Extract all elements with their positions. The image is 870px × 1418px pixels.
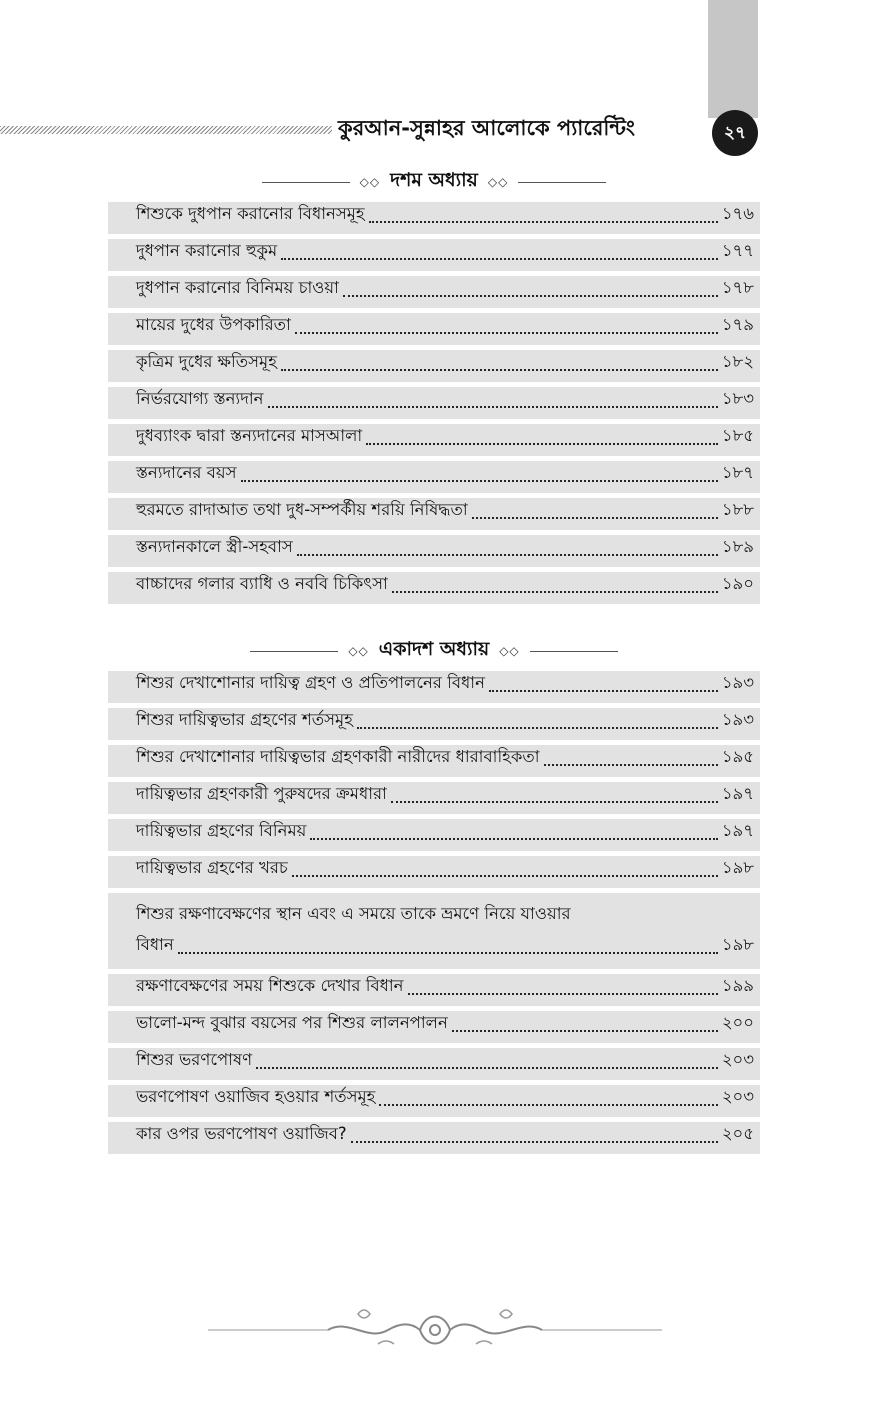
toc-entry-title: মায়ের দুধের উপকারিতা [136, 315, 291, 334]
chapter-title: দশম অধ্যায় [390, 169, 478, 191]
toc-entry-title: দায়িত্বভার গ্রহণকারী পুরুষদের ক্রমধারা [136, 784, 387, 803]
toc-entry-page: ১৮৩ [721, 389, 754, 408]
toc-entry-page: ১৯৮ [721, 935, 754, 954]
toc-entry[interactable] [108, 893, 760, 969]
toc-entry-title: শিশুর দায়িত্বভার গ্রহণের শর্তসমূহ [136, 710, 353, 729]
toc-entry[interactable] [108, 856, 760, 888]
toc-entry-title-cont: বিধান [136, 935, 174, 954]
toc-entry-title: স্তন্যদানের বয়স [136, 463, 237, 482]
toc-entry-page: ২০০ [721, 1013, 754, 1032]
page-edge-tab [708, 0, 758, 118]
toc-entry[interactable] [108, 1048, 760, 1080]
toc-entry[interactable] [108, 1122, 760, 1154]
toc-entry-line2 [136, 931, 754, 965]
toc-entry-title: শিশুর রক্ষণাবেক্ষণের স্থান এবং এ সময়ে তাকে ভ্রমণে নিয়ে যাওয়ার [136, 904, 571, 923]
leader-dots [489, 690, 718, 692]
toc-entry-page: ১৮৯ [721, 537, 754, 556]
leader-dots [452, 1030, 718, 1032]
toc-entry-page: ২০৩ [721, 1050, 754, 1069]
leader-dots [281, 369, 718, 371]
chapter-title: একাদশ অধ্যায় [378, 638, 490, 660]
toc-entry-page: ১৯৫ [721, 747, 754, 766]
toc-entry-title: দুধব্যাংক দ্বারা স্তন্যদানের মাসআলা [136, 426, 363, 445]
toc-entry[interactable] [108, 350, 760, 382]
toc-entry-page: ১৮২ [721, 352, 754, 371]
leader-dots [292, 875, 718, 877]
toc-entry[interactable] [108, 1085, 760, 1117]
page-number-badge: ২৭ [712, 110, 758, 156]
toc-entry-page: ১৮৭ [721, 463, 754, 482]
toc-entry[interactable] [108, 202, 760, 234]
toc-entry[interactable] [108, 498, 760, 530]
heading-rule-left [262, 182, 350, 183]
toc-entry-title: শিশুর দেখাশোনার দায়িত্ব গ্রহণ ও প্রতিপালনের বিধান [136, 673, 485, 692]
toc-entry-page: ১৯৩ [721, 710, 754, 729]
chapter-heading [108, 635, 760, 667]
toc-entry-title: শিশুকে দুধপান করানোর বিধানসমূহ [136, 204, 365, 223]
toc-entry-title: দুধপান করানোর হুকুম [136, 241, 278, 260]
leader-dots [544, 764, 718, 766]
floral-footer-ornament-icon [208, 1304, 662, 1354]
toc-entry-page: ১৯৭ [721, 784, 754, 803]
leader-dots [472, 517, 718, 519]
toc-entry-title: হুরমতে রাদাআত তথা দুধ-সম্পর্কীয় শরয়ি নিষিদ্ধতা [136, 500, 468, 519]
leader-dots [391, 801, 718, 803]
toc-entry-page: ২০৫ [721, 1124, 754, 1143]
toc-entry-title: কৃত্রিম দুধের ক্ষতিসমূহ [136, 352, 277, 371]
leader-dots [310, 838, 718, 840]
diamond-ornament-icon: ◇◇ [487, 175, 509, 189]
toc-entry[interactable] [108, 313, 760, 345]
leader-dots [268, 406, 718, 408]
toc-entry-page: ১৭৭ [721, 241, 754, 260]
toc-entry[interactable] [108, 572, 760, 604]
toc-entry-title: স্তন্যদানকালে স্ত্রী-সহবাস [136, 537, 293, 556]
chapter-heading [108, 166, 760, 198]
header-rule [0, 126, 332, 134]
toc-entry[interactable] [108, 535, 760, 567]
toc-entry-page: ২০৩ [721, 1087, 754, 1106]
toc-entry[interactable] [108, 745, 760, 777]
leader-dots [351, 1141, 718, 1143]
toc-entry[interactable] [108, 782, 760, 814]
leader-dots [366, 443, 718, 445]
toc-entry-title: শিশুর দেখাশোনার দায়িত্বভার গ্রহণকারী নারীদের ধারাবাহিকতা [136, 747, 540, 766]
toc-entry-page: ১৯৯ [721, 976, 754, 995]
toc-entry[interactable] [108, 671, 760, 703]
toc-entry[interactable] [108, 461, 760, 493]
toc-entry-title: নির্ভরযোগ্য স্তন্যদান [136, 389, 264, 408]
toc-entry[interactable] [108, 387, 760, 419]
leader-dots [357, 727, 718, 729]
toc-entry-page: ১৭৮ [721, 278, 754, 297]
leader-dots [295, 332, 718, 334]
toc-entry-title: দায়িত্বভার গ্রহণের বিনিময় [136, 821, 307, 840]
leader-dots [178, 952, 718, 954]
leader-dots [369, 221, 718, 223]
toc-entry-title: রক্ষণাবেক্ষণের সময় শিশুকে দেখার বিধান [136, 976, 404, 995]
diamond-ornament-icon: ◇◇ [359, 175, 381, 189]
diamond-ornament-icon: ◇◇ [499, 644, 520, 658]
toc-entry[interactable] [108, 1011, 760, 1043]
toc-entry-title: শিশুর ভরণপোষণ [136, 1050, 253, 1069]
toc-entry-page: ১৯০ [721, 574, 754, 593]
toc-entry-page: ১৯৭ [721, 821, 754, 840]
toc-entry-title: ভরণপোষণ ওয়াজিব হওয়ার শর্তসমূহ [136, 1087, 376, 1106]
leader-dots [408, 993, 718, 995]
leader-dots [241, 480, 718, 482]
toc-entry-title: দুধপান করানোর বিনিময় চাওয়া [136, 278, 339, 297]
toc-entry[interactable] [108, 974, 760, 1006]
toc-entry-title: বাচ্চাদের গলার ব্যাধি ও নববি চিকিৎসা [136, 574, 388, 593]
toc-entry[interactable] [108, 708, 760, 740]
diamond-ornament-icon: ◇◇ [348, 644, 369, 658]
toc-entry[interactable] [108, 819, 760, 851]
toc-entry-page: ১৮৮ [721, 500, 754, 519]
toc-list-chapter-10 [108, 202, 760, 609]
heading-rule-right [530, 651, 618, 652]
leader-dots [281, 258, 718, 260]
toc-entry-page: ১৭৬ [721, 204, 754, 223]
toc-entry-title: দায়িত্বভার গ্রহণের খরচ [136, 858, 288, 877]
toc-entry-page: ১৯৩ [721, 673, 754, 692]
leader-dots [297, 554, 718, 556]
toc-list-chapter-11 [108, 671, 760, 1159]
running-header-title: কুরআন-সুন্নাহর আলোকে প্যারেন্টিং [338, 116, 635, 140]
toc-entry-title: ভালো-মন্দ বুঝার বয়সের পর শিশুর লালনপালন [136, 1013, 448, 1032]
leader-dots [343, 295, 718, 297]
toc-entry[interactable] [108, 276, 760, 308]
heading-rule-left [250, 651, 338, 652]
heading-rule-right [518, 182, 606, 183]
toc-entry[interactable] [108, 239, 760, 271]
toc-entry-title: কার ওপর ভরণপোষণ ওয়াজিব? [136, 1124, 347, 1143]
leader-dots [379, 1104, 717, 1106]
toc-entry-page: ১৮৫ [721, 426, 754, 445]
toc-entry-page: ১৯৮ [721, 858, 754, 877]
leader-dots [392, 591, 718, 593]
leader-dots [256, 1067, 718, 1069]
toc-entry[interactable] [108, 424, 760, 456]
toc-entry-page: ১৭৯ [721, 315, 754, 334]
